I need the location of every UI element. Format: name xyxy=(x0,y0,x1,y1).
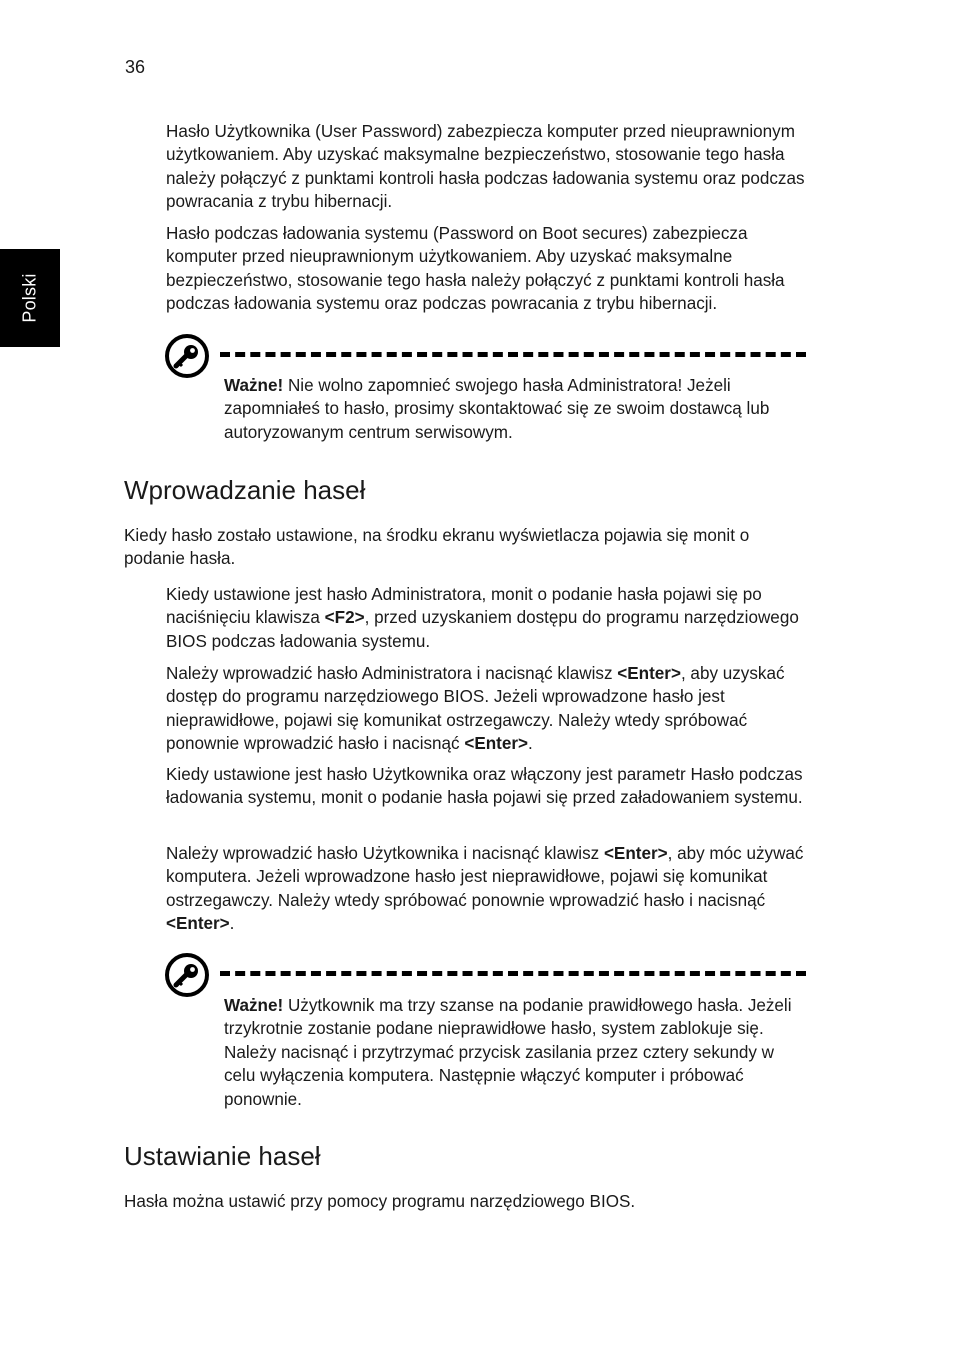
text-span: , aby uzyskać dostęp do programu narzędziowego BIOS. Jeżeli wprowadzone hasło jest nieprawidłowe, pojawi się komunikat ostrzegawczy. Należy wtedy spróbować ponownie wprowadzić hasło i nacisnąć xyxy=(166,664,785,754)
paragraph-admin-password-prompt xyxy=(166,583,816,653)
section-intro-paragraph: Kiedy hasło zostało ustawione, na środku ekranu wyświetlacza pojawia się monit o podanie hasła. xyxy=(124,526,750,569)
paragraph-user-password-prompt: Kiedy ustawione jest hasło Użytkownika oraz włączony jest parametr Hasło podczas ładowania systemu, monit o podanie hasła pojawi się przed załadowaniem systemu. xyxy=(166,765,803,808)
language-tab xyxy=(0,249,60,347)
note-label: Ważne! xyxy=(224,376,284,395)
key-label: <F2> xyxy=(324,608,365,628)
note-divider xyxy=(220,971,806,976)
key-label: <Enter> xyxy=(464,734,529,754)
text-span: , przed uzyskaniem dostępu do programu narzędziowego BIOS podczas ładowania systemu. xyxy=(166,608,799,651)
key-icon xyxy=(164,333,210,379)
text-span: . xyxy=(528,734,533,754)
text-span: Należy wprowadzić hasło Administratora i nacisnąć klawisz xyxy=(166,664,618,683)
note-divider xyxy=(220,352,806,357)
paragraph-admin-password-enter xyxy=(166,662,816,756)
language-tab-label: Polski xyxy=(19,273,40,323)
intro-paragraph-boot-password: Hasło podczas ładowania systemu (Password on Boot secures) zabezpiecza komputer przed nieuprawnionym użytkowaniem. Aby uzyskać maksymalne bezpieczeństwo, stosowanie tego hasła należy połączyć z punktami kontroli hasła podczas ładowania systemu oraz podczas powracania z trybu hibernacji. xyxy=(166,224,785,314)
text-span: . xyxy=(229,914,235,934)
note-text: Użytkownik ma trzy szanse na podanie prawidłowego hasła. Jeżeli trzykrotnie zostanie podane nieprawidłowe hasło, system zablokuje się. Należy nacisnąć i przytrzymać przycisk zasilania przez cztery sekundy w celu wyłączenia komputera. Następnie włączyć komputer i próbować ponownie. xyxy=(224,996,792,1109)
text-span: , aby móc używać komputera. Jeżeli wprowadzone hasło jest nieprawidłowe, pojawi się komunikat ostrzegawczy. Należy wtedy spróbować ponownie wprowadzić hasło i nacisnąć xyxy=(166,844,804,910)
section-heading-entering-passwords: Wprowadzanie haseł xyxy=(124,475,366,505)
text-span: Należy wprowadzić hasło Użytkownika i nacisnąć klawisz xyxy=(166,844,604,863)
paragraph-user-password-enter xyxy=(166,842,816,936)
key-label: <Enter> xyxy=(617,664,681,683)
note-label: Ważne! xyxy=(224,996,284,1015)
text-span: Kiedy ustawione jest hasło Administratora, monit o podanie hasła pojawi się po naciśnięciu klawisza xyxy=(166,585,762,628)
key-icon xyxy=(164,952,210,998)
note-important-three-attempts xyxy=(224,994,809,1111)
section2-paragraph: Hasła można ustawić przy pomocy programu narzędziowego BIOS. xyxy=(124,1192,636,1211)
note-text: Nie wolno zapomnieć swojego hasła Administratora! Jeżeli zapomniałeś to hasło, prosimy skontaktować się ze swoim dostawcą lub autoryzowanym centrum serwisowym. xyxy=(224,376,770,442)
note-important-admin-password xyxy=(224,374,809,444)
intro-paragraph-user-password: Hasło Użytkownika (User Password) zabezpiecza komputer przed nieuprawnionym użytkowaniem. Aby uzyskać maksymalne bezpieczeństwo, stosowanie tego hasła należy połączyć z punktami kontroli hasła podczas ładowania systemu oraz podczas powracania z trybu hibernacji. xyxy=(166,122,805,212)
page-number: 36 xyxy=(125,57,146,77)
section-heading-setting-passwords: Ustawianie haseł xyxy=(124,1141,321,1171)
key-label: <Enter> xyxy=(603,844,668,863)
key-label: <Enter> xyxy=(166,914,230,934)
